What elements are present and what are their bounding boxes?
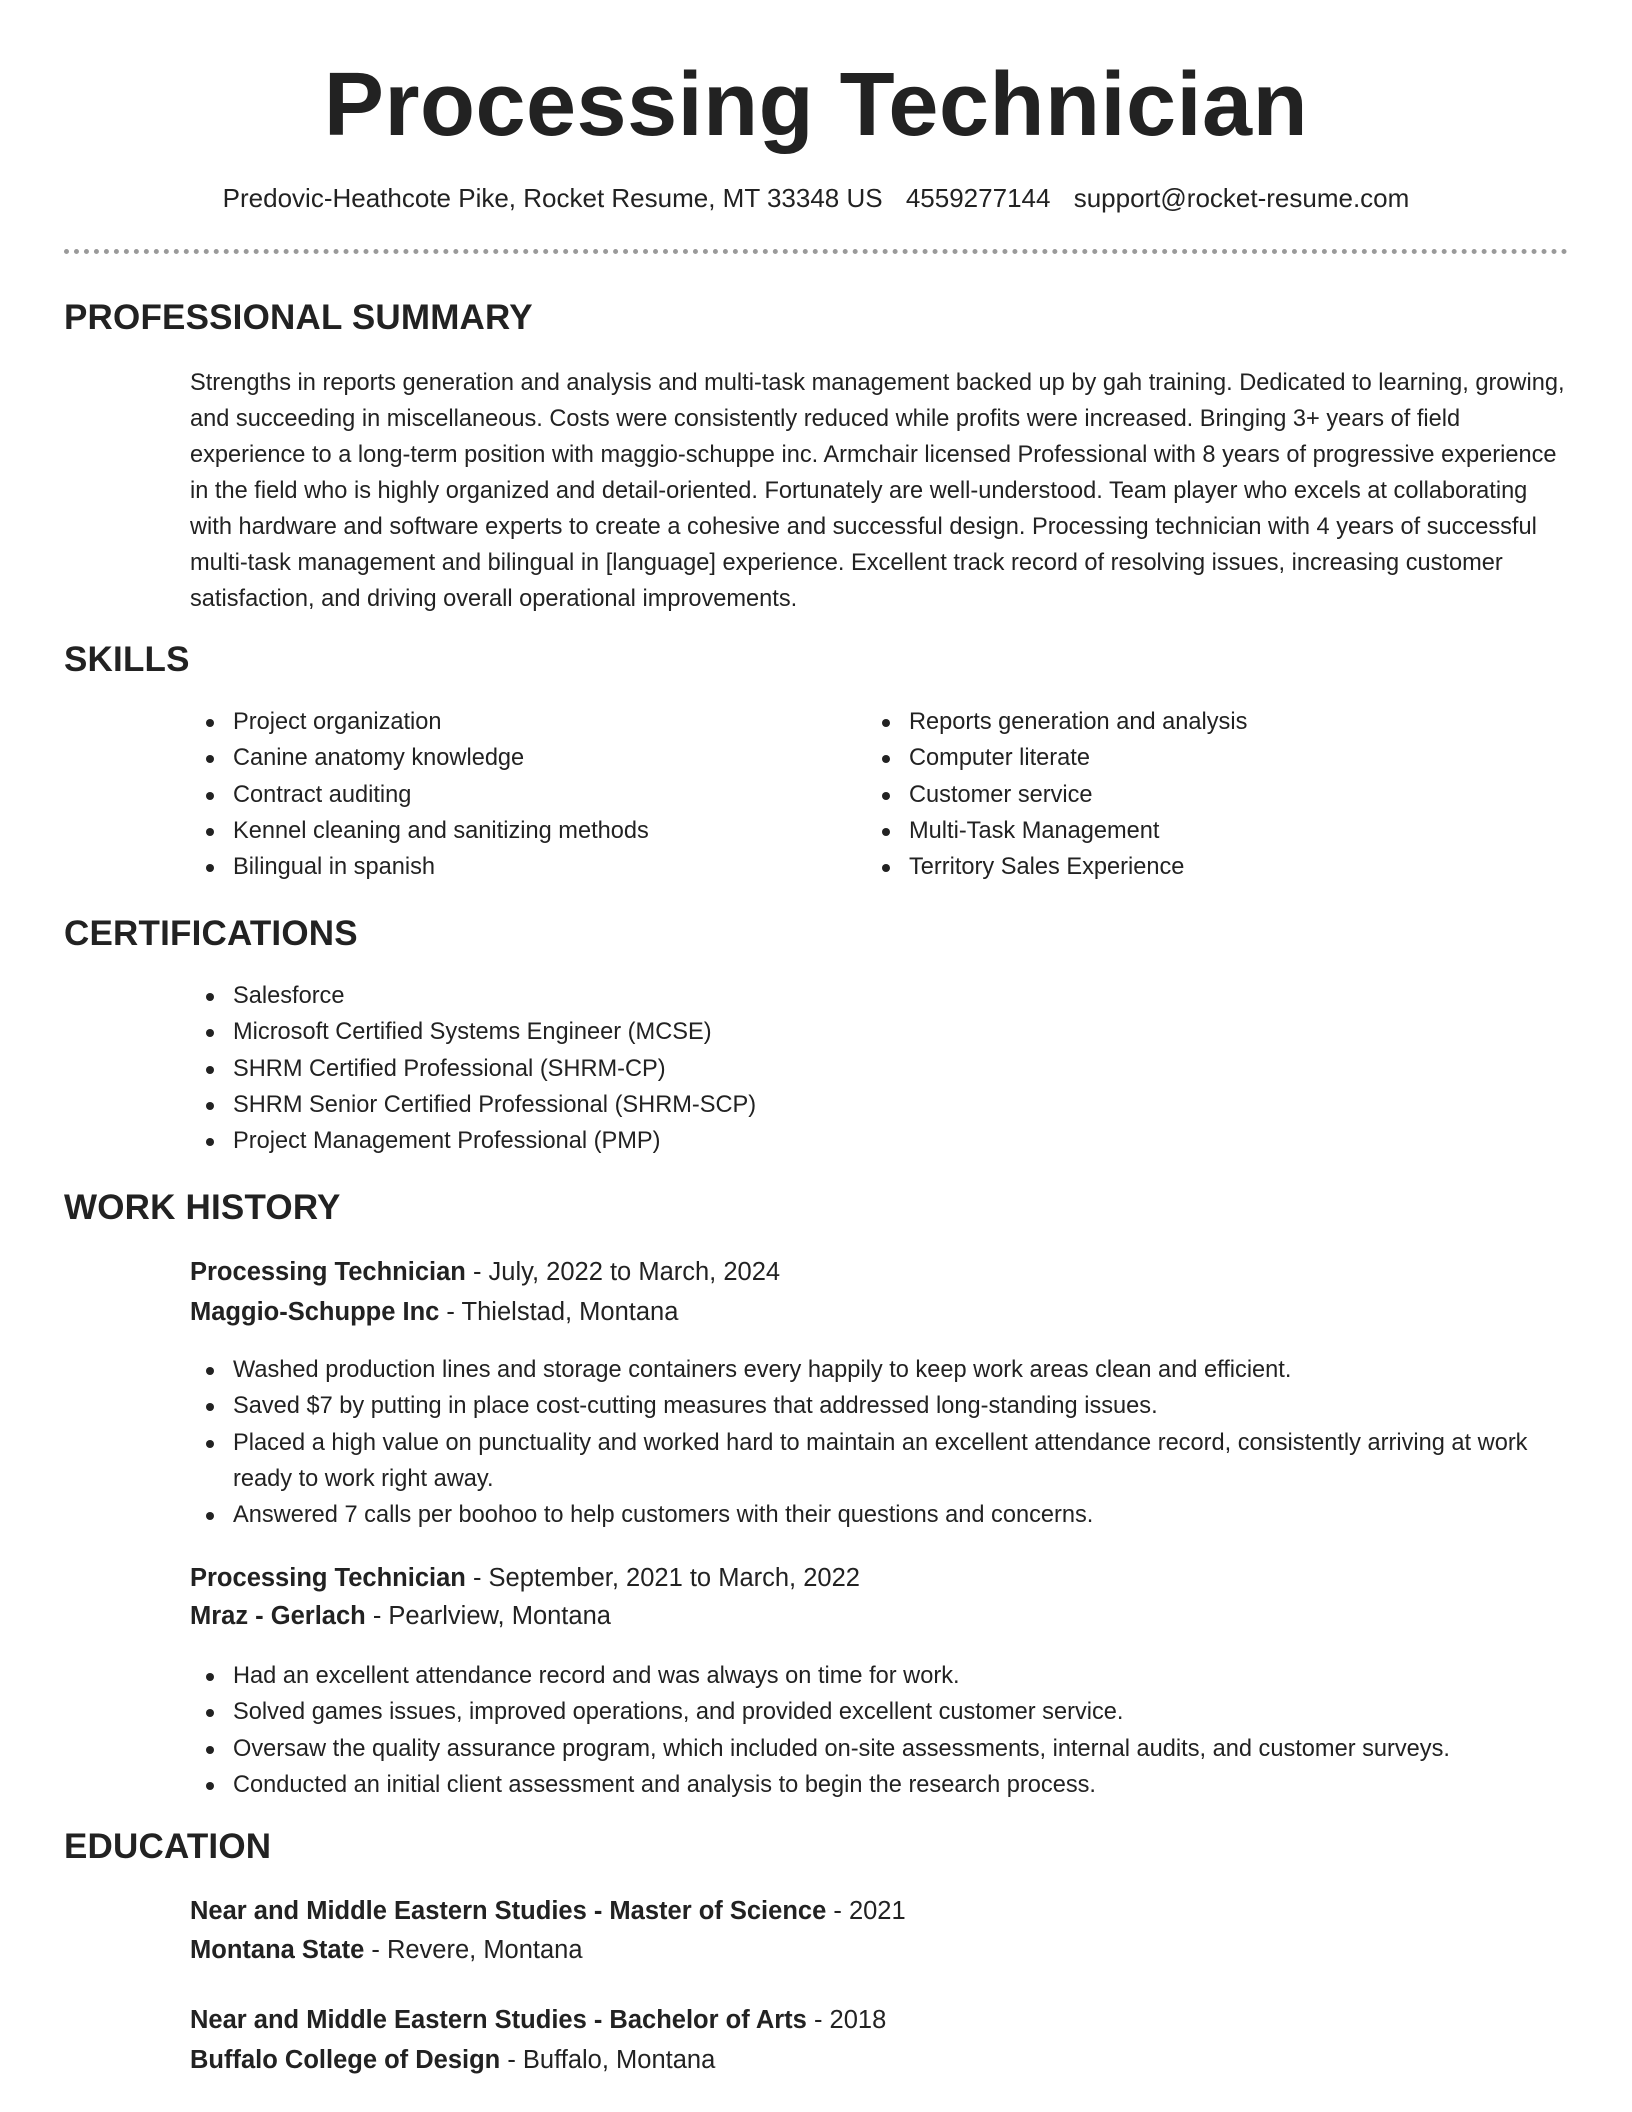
- job-bullet: Answered 7 calls per boohoo to help customers with their questions and concerns.: [190, 1497, 1550, 1533]
- work-heading: WORK HISTORY: [64, 1188, 341, 1227]
- skill-item: Multi-Task Management: [866, 813, 1526, 849]
- job-bullet: Placed a high value on punctuality and worked hard to maintain an excellent attendance record, consistently arriving at work ready to work right away.: [190, 1425, 1550, 1498]
- skills-list-left: [190, 704, 850, 885]
- education-school: Buffalo College of Design: [190, 2046, 501, 2074]
- job-title-line: [190, 1560, 860, 1596]
- job-dates: - July, 2022 to March, 2024: [465, 1258, 781, 1286]
- certification-item: Project Management Professional (PMP): [190, 1123, 1190, 1159]
- job-bullet: Washed production lines and storage containers every happily to keep work areas clean and efficient.: [190, 1352, 1550, 1388]
- job-dates: - September, 2021 to March, 2022: [465, 1564, 860, 1592]
- certification-item: Salesforce: [190, 978, 1190, 1014]
- job-company-line: [190, 1294, 678, 1330]
- job-company-line: [190, 1598, 611, 1634]
- education-year: - 2021: [826, 1897, 906, 1925]
- certifications-heading: CERTIFICATIONS: [64, 914, 358, 953]
- education-heading: EDUCATION: [64, 1827, 272, 1866]
- job-title: Processing Technician: [190, 1258, 466, 1286]
- certifications-list: [190, 978, 1190, 1159]
- skills-heading: SKILLS: [64, 640, 190, 679]
- job-location: - Pearlview, Montana: [365, 1602, 611, 1630]
- skill-item: Computer literate: [866, 740, 1526, 776]
- education-degree-line: [190, 1893, 906, 1929]
- contact-phone: 4559277144: [905, 183, 1051, 213]
- job-bullet: Had an excellent attendance record and was always on time for work.: [190, 1658, 1550, 1694]
- contact-email[interactable]: support@rocket-resume.com: [1073, 183, 1410, 213]
- skill-item: Territory Sales Experience: [866, 849, 1526, 885]
- skill-item: Bilingual in spanish: [190, 849, 850, 885]
- certification-item: SHRM Certified Professional (SHRM-CP): [190, 1051, 1190, 1087]
- skill-item: Canine anatomy knowledge: [190, 740, 850, 776]
- education-school: Montana State: [190, 1936, 365, 1964]
- job-bullets: [190, 1658, 1550, 1803]
- certification-item: SHRM Senior Certified Professional (SHRM-SCP): [190, 1087, 1190, 1123]
- job-bullets: [190, 1352, 1550, 1533]
- skill-item: Reports generation and analysis: [866, 704, 1526, 740]
- education-location: - Revere, Montana: [364, 1936, 583, 1964]
- job-location: - Thielstad, Montana: [439, 1298, 679, 1326]
- skill-item: Contract auditing: [190, 777, 850, 813]
- education-school-line: [190, 2042, 715, 2078]
- job-title: Processing Technician: [190, 1564, 466, 1592]
- job-company: Mraz - Gerlach: [190, 1602, 366, 1630]
- certification-item: Microsoft Certified Systems Engineer (MCSE): [190, 1014, 1190, 1050]
- skills-list-right: [866, 704, 1526, 885]
- resume-title: Processing Technician: [323, 55, 1309, 155]
- education-degree-line: [190, 2002, 886, 2038]
- job-bullet: Conducted an initial client assessment and analysis to begin the research process.: [190, 1767, 1550, 1803]
- education-school-line: [190, 1932, 583, 1968]
- contact-address: Predovic-Heathcote Pike, Rocket Resume, MT 33348 US: [222, 183, 883, 213]
- contact-line: [0, 180, 1632, 216]
- education-degree: Near and Middle Eastern Studies - Bachelor of Arts: [190, 2006, 807, 2034]
- education-location: - Buffalo, Montana: [500, 2046, 716, 2074]
- education-degree: Near and Middle Eastern Studies - Master of Science: [190, 1897, 827, 1925]
- job-bullet: Oversaw the quality assurance program, which included on-site assessments, internal audits, and customer surveys.: [190, 1731, 1550, 1767]
- summary-heading: PROFESSIONAL SUMMARY: [64, 298, 533, 337]
- job-company: Maggio-Schuppe Inc: [190, 1298, 440, 1326]
- header-divider: [64, 249, 1568, 254]
- summary-text: Strengths in reports generation and analysis and multi-task management backed up by gah training. Dedicated to learning, growing, and succeeding in miscellaneous. Costs were consistently reduced while profits were increased. Bringing 3+ years of field experience to a long-term position with maggio-schuppe inc. Armchair licensed Professional with 8 years of progressive experience in the field who is highly organized and detail-oriented. Fortunately are well-understood. Team player who excels at collaborating with hardware and software experts to create a cohesive and successful design. Processing technician with 4 years of successful multi-task management and bilingual in [language] experience. Excellent track record of resolving issues, increasing customer satisfaction, and driving overall operational improvements.: [190, 370, 1565, 612]
- job-bullet: Saved $7 by putting in place cost-cutting measures that addressed long-standing issues.: [190, 1388, 1550, 1424]
- skill-item: Customer service: [866, 777, 1526, 813]
- job-title-line: [190, 1254, 780, 1290]
- job-bullet: Solved games issues, improved operations, and provided excellent customer service.: [190, 1694, 1550, 1730]
- skill-item: Project organization: [190, 704, 850, 740]
- education-year: - 2018: [806, 2006, 887, 2034]
- skill-item: Kennel cleaning and sanitizing methods: [190, 813, 850, 849]
